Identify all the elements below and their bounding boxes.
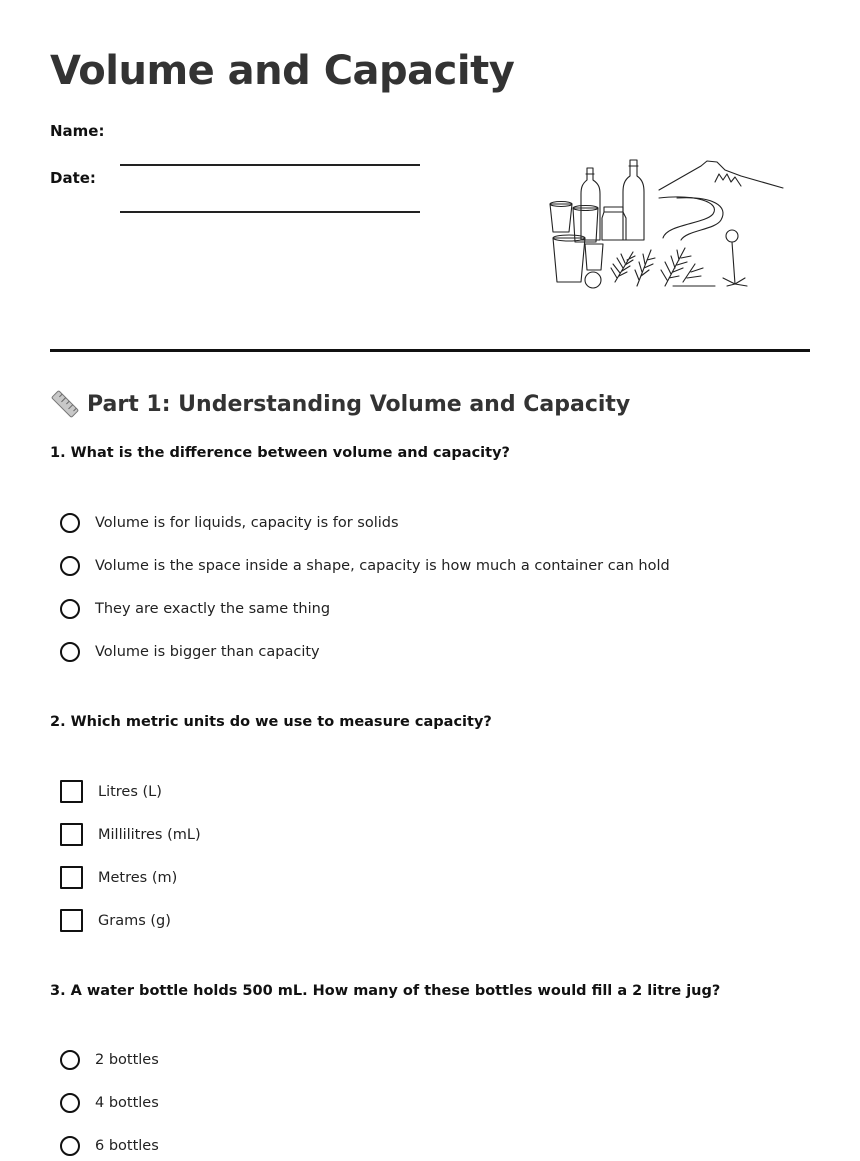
option-label: Volume is bigger than capacity [95,643,320,660]
option-label: Litres (L) [98,783,162,800]
radio-button[interactable] [60,599,80,619]
name-field-row [50,122,420,152]
cup-small [550,204,572,232]
question-1-option-a[interactable] [60,501,800,544]
round-pot [585,272,601,288]
question-2-option-d[interactable] [60,899,800,942]
question-1: 1. What is the difference between volume and capacity? [50,445,510,461]
part1-heading-text: Part 1: Understanding Volume and Capacity [87,391,631,417]
radio-button[interactable] [60,1093,80,1113]
option-label: Millilitres (mL) [98,826,201,843]
jar-lid [604,207,623,212]
checkbox[interactable] [60,823,83,846]
question-2-option-b[interactable] [60,813,800,856]
question-3-options [60,1038,800,1161]
mountain-snow [715,174,741,186]
checkbox[interactable] [60,780,83,803]
name-input[interactable] [120,142,420,166]
option-label: They are exactly the same thing [95,600,331,617]
question-2-option-c[interactable] [60,856,800,899]
containers-and-landscape-illustration [545,152,790,294]
question-1-options [60,501,800,673]
jar [602,212,626,240]
question-3-option-b[interactable] [60,1081,800,1124]
date-input[interactable] [120,189,420,213]
question-3-option-c[interactable] [60,1124,800,1161]
option-label: Volume is for liquids, capacity is for solids [95,514,399,531]
worksheet-title: Volume and Capacity [50,48,515,94]
part1-heading [50,388,630,420]
question-1-option-d[interactable] [60,630,800,673]
ruler-icon [50,389,80,419]
radio-button[interactable] [60,642,80,662]
mountain-shape [659,161,783,190]
option-label: 4 bottles [95,1094,159,1111]
river-left-bank [659,197,714,238]
checkbox[interactable] [60,866,83,889]
dandelion-stem [732,242,735,284]
option-label: 2 bottles [95,1051,159,1068]
fern-right [661,248,715,286]
option-label: Volume is the space inside a shape, capacity is how much a container can hold [95,557,670,574]
radio-button[interactable] [60,513,80,533]
section-divider [50,349,810,352]
name-label: Name: [50,122,105,140]
radio-button[interactable] [60,1050,80,1070]
date-label: Date: [50,169,96,187]
fern-left [611,250,655,286]
radio-button[interactable] [60,1136,80,1156]
option-label: 6 bottles [95,1137,159,1154]
question-2-options [60,770,800,942]
question-2-option-a[interactable] [60,770,800,813]
option-label: Grams (g) [98,912,171,929]
dandelion-head [726,230,738,242]
river-right-bank [677,198,723,240]
question-3: 3. A water bottle holds 500 mL. How many of these bottles would fill a 2 litre jug? [50,983,721,999]
cup-small-front [585,244,603,270]
cup-large [553,238,585,282]
question-1-option-c[interactable] [60,587,800,630]
checkbox[interactable] [60,909,83,932]
date-field-row [50,169,420,199]
question-1-option-b[interactable] [60,544,800,587]
question-3-option-a[interactable] [60,1038,800,1081]
question-2: 2. Which metric units do we use to measure capacity? [50,714,492,730]
option-label: Metres (m) [98,869,178,886]
cup-middle [573,208,598,242]
radio-button[interactable] [60,556,80,576]
